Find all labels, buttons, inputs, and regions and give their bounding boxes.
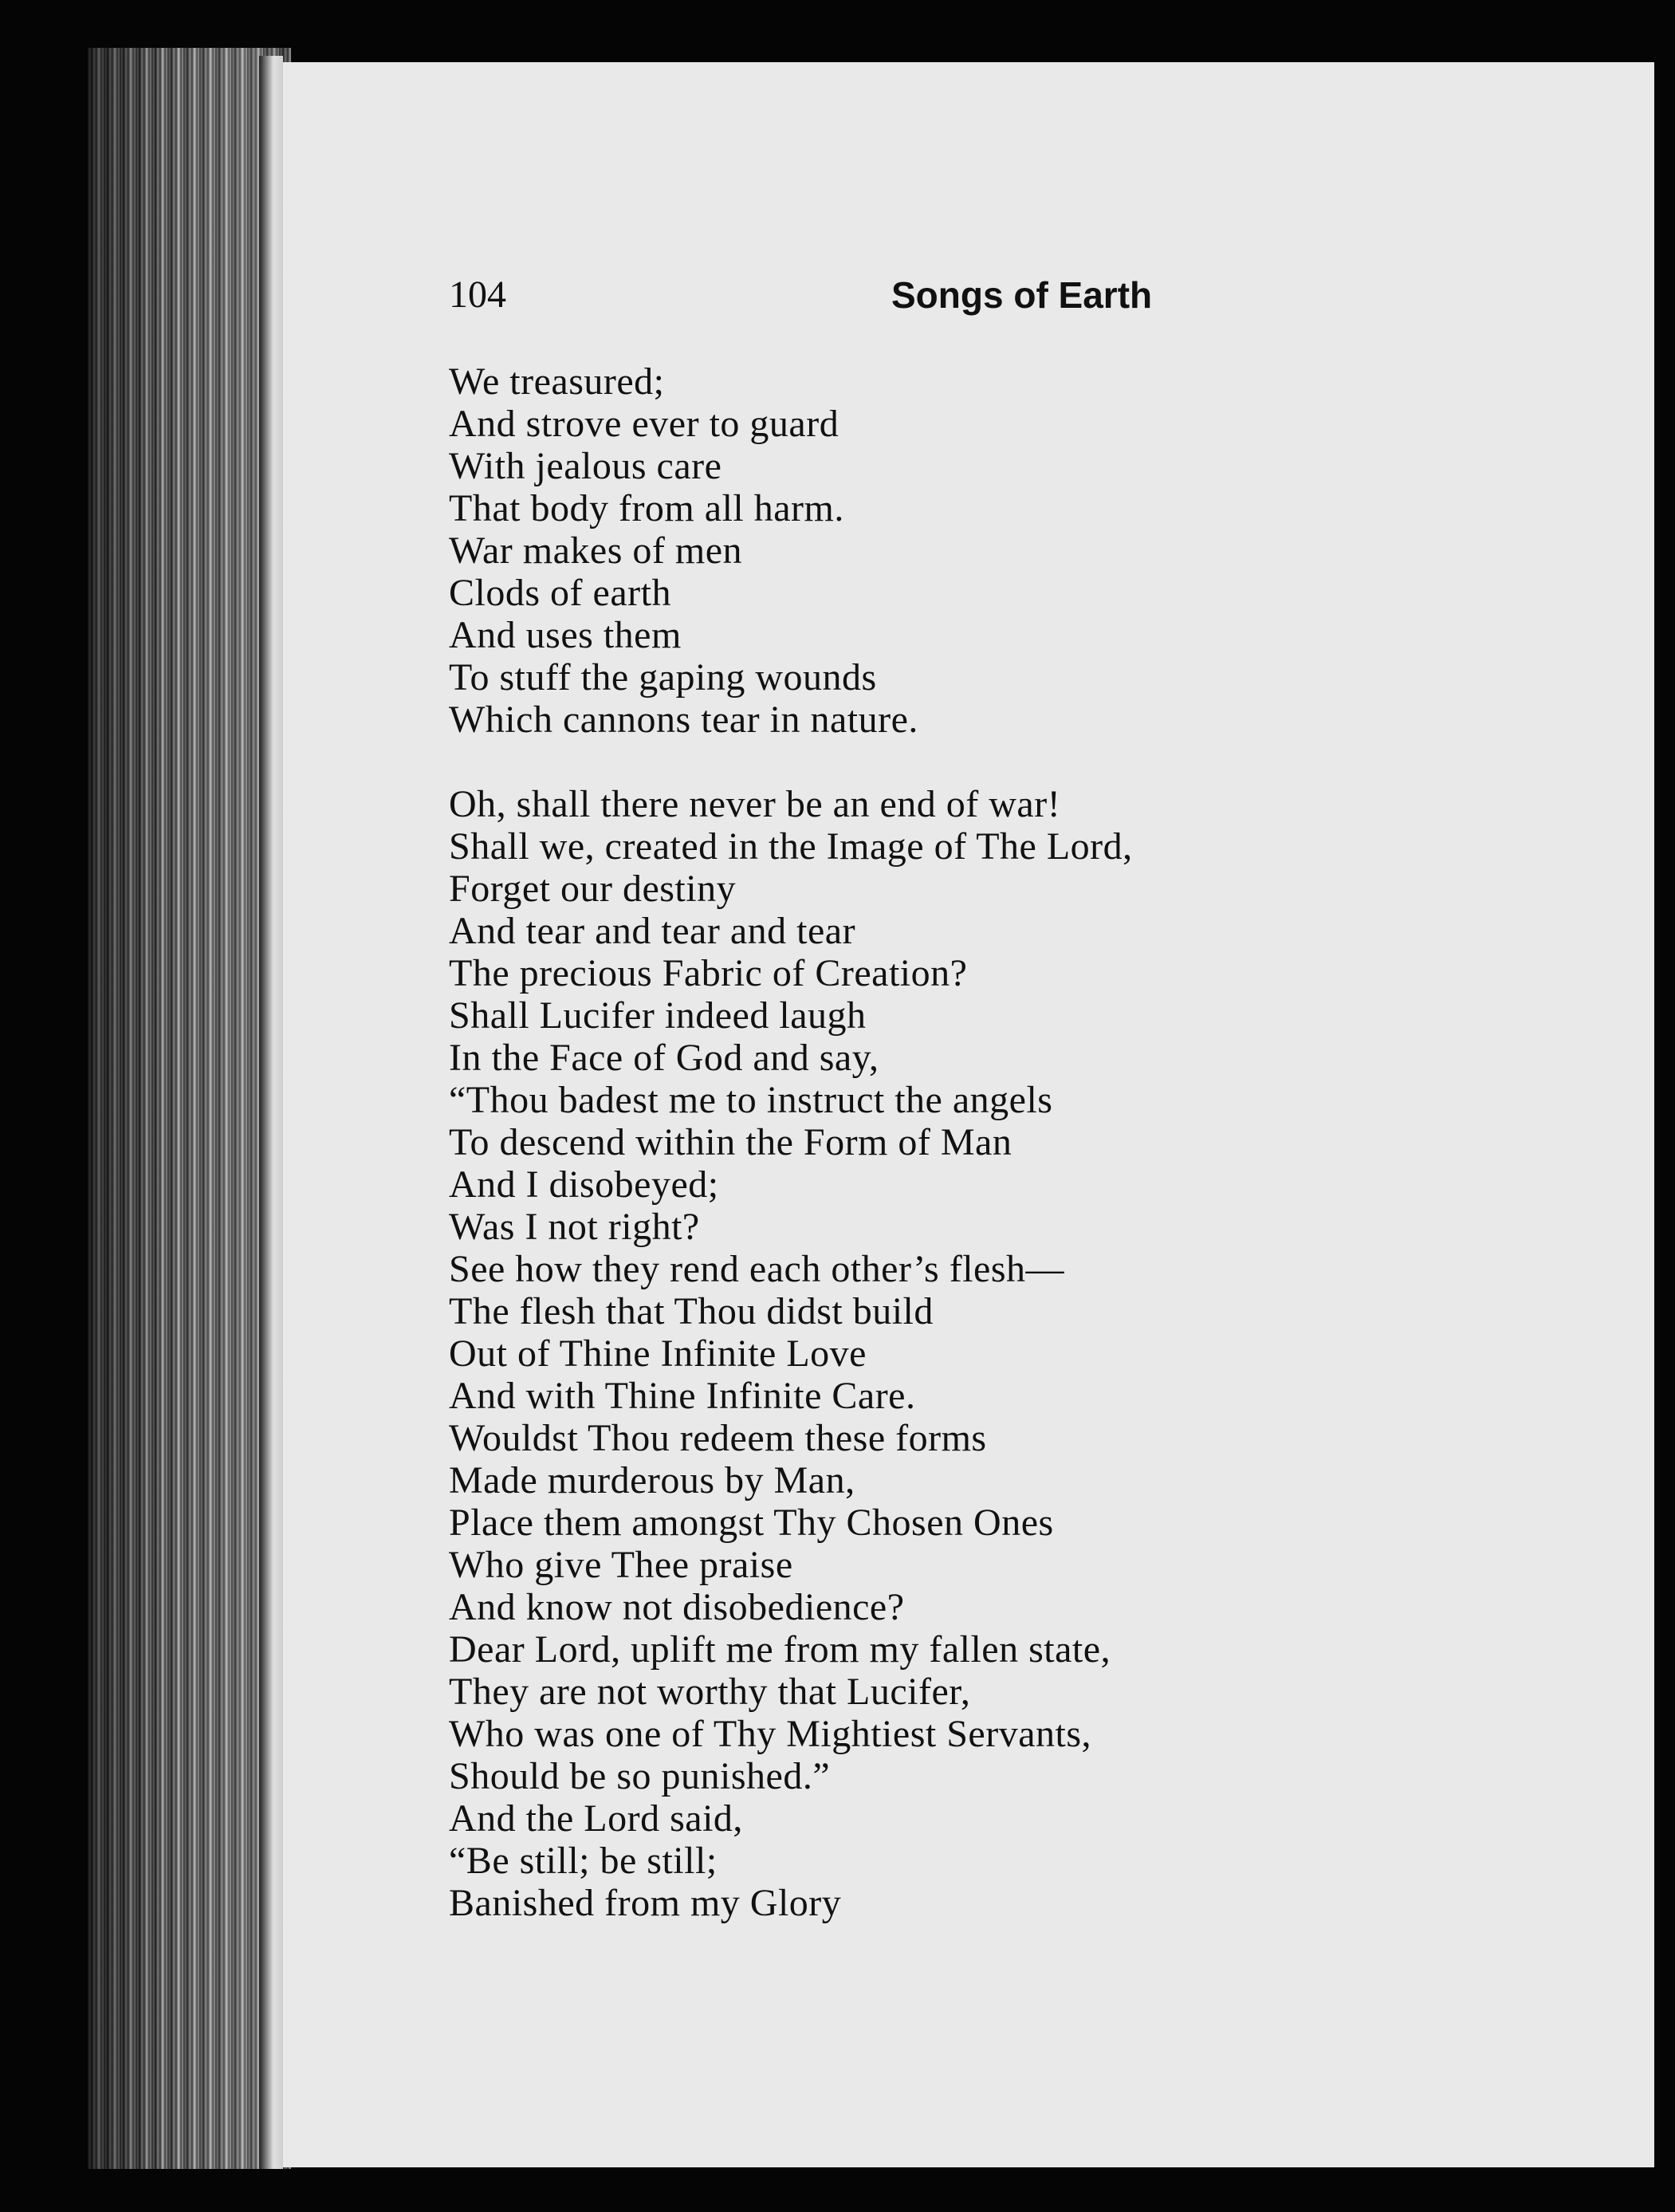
poem-line: Who was one of Thy Mightiest Servants, xyxy=(449,1713,1092,1755)
poem-line: That body from all harm. xyxy=(449,487,844,529)
poem-line: They are not worthy that Lucifer, xyxy=(449,1671,971,1713)
poem-line: The precious Fabric of Creation? xyxy=(449,952,968,994)
poem-line: With jealous care xyxy=(449,445,722,487)
poem-line: To descend within the Form of Man xyxy=(449,1121,1012,1163)
poem-line: Which cannons tear in nature. xyxy=(449,699,918,741)
poem-line: “Thou badest me to instruct the angels xyxy=(449,1079,1053,1121)
poem-line: Banished from my Glory xyxy=(449,1882,842,1924)
page-number: 104 xyxy=(449,274,506,316)
poem-line: “Be still; be still; xyxy=(449,1840,718,1882)
page-gutter xyxy=(259,56,283,2169)
page-header xyxy=(449,271,1246,319)
poem-line: Out of Thine Infinite Love xyxy=(449,1332,867,1375)
poem-text xyxy=(449,360,1406,1966)
poem-line: And with Thine Infinite Care. xyxy=(449,1375,916,1417)
poem-line: Oh, shall there never be an end of war! xyxy=(449,783,1061,825)
poem-line: Place them amongst Thy Chosen Ones xyxy=(449,1502,1054,1544)
poem-line: The flesh that Thou didst build xyxy=(449,1290,934,1332)
poem-line: And uses them xyxy=(449,614,682,656)
poem-line: And know not disobedience? xyxy=(449,1586,905,1628)
poem-line: See how they rend each other’s flesh— xyxy=(449,1248,1065,1290)
poem-line: Shall we, created in the Image of The Lord, xyxy=(449,825,1133,868)
poem-line: Shall Lucifer indeed laugh xyxy=(449,994,867,1037)
poem-line: And the Lord said, xyxy=(449,1797,743,1840)
poem-line: Made murderous by Man, xyxy=(449,1459,855,1502)
poem-line: Forget our destiny xyxy=(449,868,737,910)
poem-line: To stuff the gaping wounds xyxy=(449,656,877,699)
poem-line: And I disobeyed; xyxy=(449,1163,719,1206)
stanza-2 xyxy=(449,783,1406,1924)
poem-line: And tear and tear and tear xyxy=(449,910,856,952)
poem-line: And strove ever to guard xyxy=(449,403,839,445)
poem-line: Who give Thee praise xyxy=(449,1544,793,1586)
poem-line: In the Face of God and say, xyxy=(449,1037,879,1079)
poem-line: War makes of men xyxy=(449,529,742,572)
stanza-1 xyxy=(449,360,1406,741)
running-title: Songs of Earth xyxy=(891,274,1153,316)
poem-line: Dear Lord, uplift me from my fallen state, xyxy=(449,1628,1111,1671)
poem-line: Was I not right? xyxy=(449,1206,700,1248)
poem-line: We treasured; xyxy=(449,360,665,403)
poem-line: Should be so punished.” xyxy=(449,1755,831,1797)
poem-line: Clods of earth xyxy=(449,572,671,614)
poem-line: Wouldst Thou redeem these forms xyxy=(449,1417,987,1459)
